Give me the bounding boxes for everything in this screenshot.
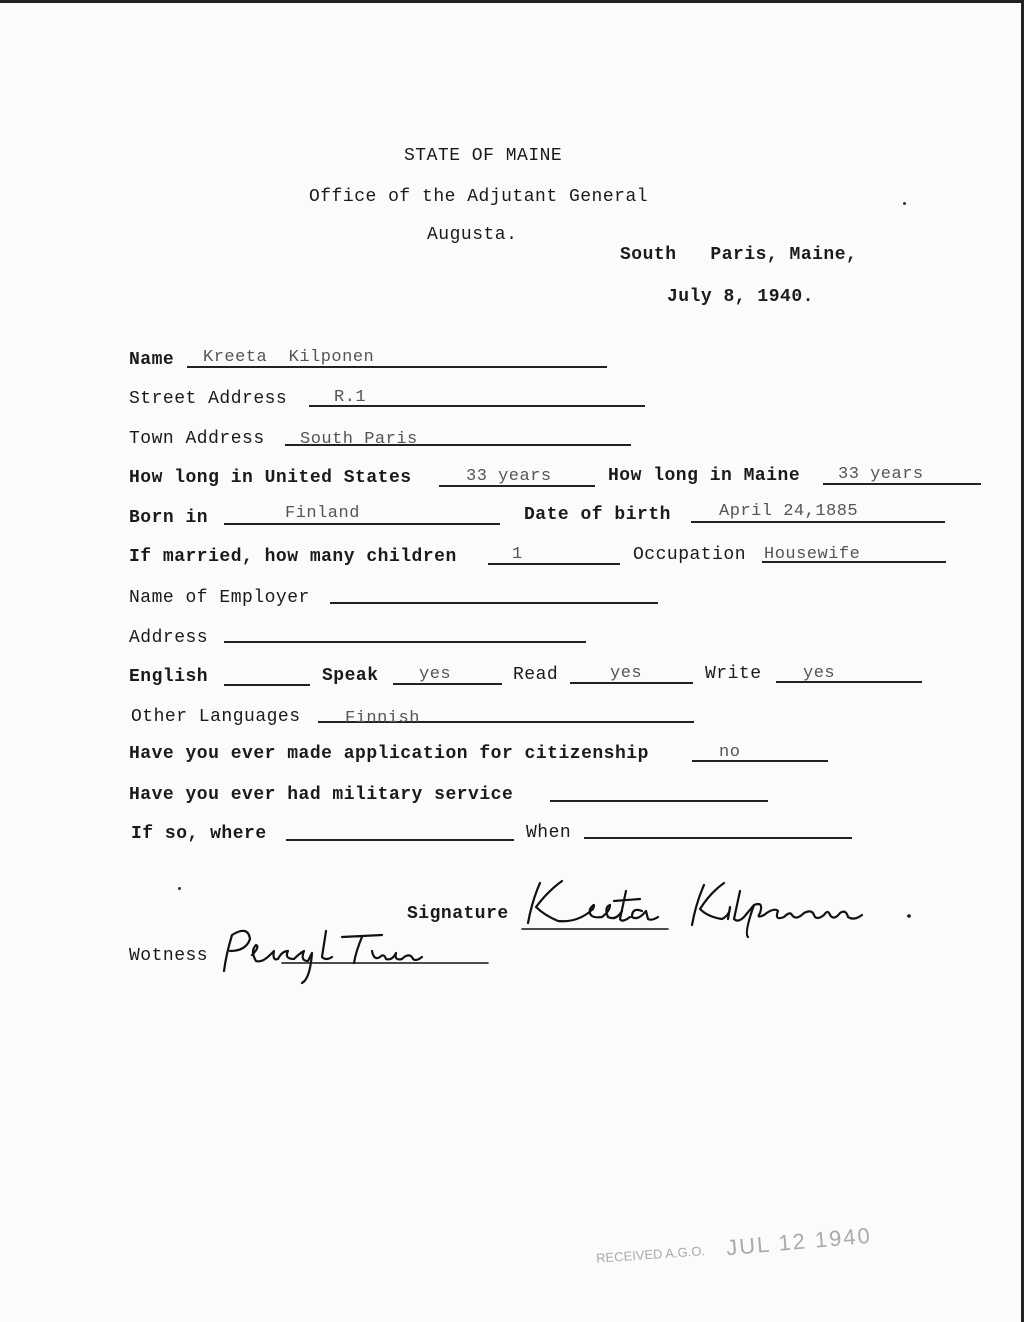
label-witness: Wotness [129,946,209,966]
line-write [776,681,922,683]
value-name: Kreeta Kilponen [203,348,375,367]
label-date-of-birth: Date of birth [524,505,671,525]
label-name: Name [129,350,175,370]
header-location: South Paris, Maine, [620,245,858,265]
label-if-so-where: If so, where [131,824,267,844]
label-children: If married, how many children [129,547,457,567]
value-date-of-birth: April 24,1885 [719,502,859,521]
value-read: yes [610,664,643,683]
label-town-address: Town Address [129,429,265,449]
value-citizenship: no [719,743,741,762]
label-how-long-maine: How long in Maine [608,466,801,486]
label-write: Write [705,664,762,684]
value-town-address: South Paris [300,430,418,449]
line-date-of-birth [691,521,945,523]
line-employer [330,602,658,604]
value-occupation: Housewife [764,545,861,564]
value-how-long-maine: 33 years [838,465,924,484]
value-street-address: R.1 [334,388,367,407]
header-date: July 8, 1940. [667,287,814,307]
line-where [286,839,514,841]
applicant-signature [518,871,918,941]
label-employer: Name of Employer [129,588,310,608]
line-when [584,837,852,839]
line-born-in [224,523,500,525]
value-write: yes [803,664,836,683]
label-occupation: Occupation [633,545,747,565]
line-children [488,563,620,565]
received-stamp: RECEIVED A.G.O. [595,1243,706,1266]
label-speak: Speak [322,666,379,686]
label-read: Read [513,665,559,685]
speck [178,887,181,890]
label-how-long-us: How long in United States [129,468,412,488]
value-speak: yes [419,665,452,684]
value-children: 1 [512,545,523,564]
label-born-in: Born in [129,508,209,528]
value-other-languages: Finnish [345,709,420,728]
label-when: When [526,823,572,843]
header-state: STATE OF MAINE [404,146,563,166]
line-address [224,641,586,643]
label-signature: Signature [407,904,509,924]
line-military [550,800,768,802]
speck [903,202,906,205]
header-office: Office of the Adjutant General [309,187,649,207]
received-stamp-date: JUL 12 1940 [725,1222,873,1261]
line-citizenship [692,760,828,762]
label-citizenship: Have you ever made application for citizenship [129,744,649,764]
label-address: Address [129,628,209,648]
label-other-languages: Other Languages [131,707,301,727]
label-military: Have you ever had military service [129,785,514,805]
header-city: Augusta. [427,225,518,245]
value-born-in: Finland [285,504,360,523]
label-street-address: Street Address [129,389,288,409]
witness-signature [222,921,502,981]
value-how-long-us: 33 years [466,467,552,486]
line-english [224,684,310,686]
label-english: English [129,667,209,687]
